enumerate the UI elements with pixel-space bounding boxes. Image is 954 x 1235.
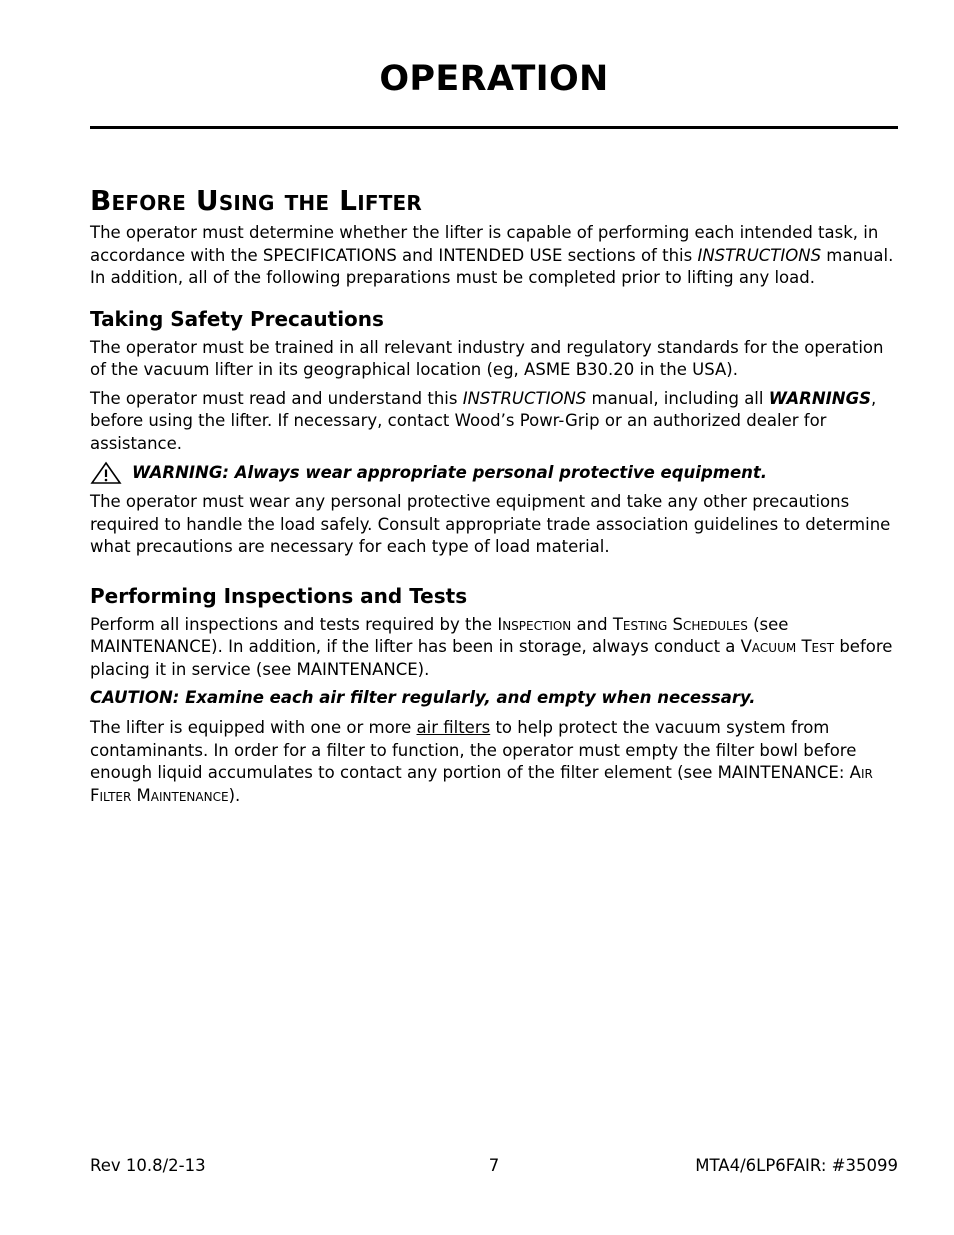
page-title: OPERATION bbox=[379, 59, 609, 99]
safety-paragraph-training: The operator must be trained in all relevant industry and regulatory standards for the operation of the vacuum lifter in its geographical location (eg, ASME B30.20 in the USA). bbox=[90, 337, 884, 379]
subsection-title-safety: Taking Safety Precautions bbox=[90, 306, 384, 331]
inspections-paragraph: Perform all inspections and tests required by the Inspection and Testing Schedules (see MAINTENANCE). In addition, if the lifter has been in storage, always conduct a Vacuum Test before placing it in service (see MAINTENANCE). bbox=[90, 614, 893, 679]
footer-model-number: MTA4/6LP6FAIR: #35099 bbox=[695, 1156, 898, 1175]
document-page bbox=[90, 0, 898, 1235]
safety-paragraph-instructions: The operator must read and understand this INSTRUCTIONS manual, including all WARNINGS, before using the lifter. If necessary, contact Wood’s Powr-Grip or an authorized dealer for assistance. bbox=[90, 388, 877, 453]
warning-triangle-icon bbox=[90, 461, 122, 485]
footer-page-number: 7 bbox=[488, 1156, 500, 1175]
air-filter-paragraph: The lifter is equipped with one or more air filters to help protect the vacuum system from contaminants. In order for a filter to function, the operator must empty the filter bowl before enough liquid accumulates to contact any portion of the filter element (see MAINTENANCE: Air Filter Maintenance). bbox=[90, 718, 873, 805]
footer-revision: Rev 10.8/2-13 bbox=[90, 1156, 206, 1175]
subsection-title-inspections: Performing Inspections and Tests bbox=[90, 583, 468, 608]
content bbox=[90, 184, 898, 807]
title-divider bbox=[90, 126, 898, 129]
page-footer bbox=[90, 1155, 898, 1179]
warning-notice bbox=[90, 461, 898, 485]
safety-paragraph-ppe: The operator must wear any personal protective equipment and take any other precautions required to handle the load safely. Consult appropriate trade association guidelines to determine what precautions are necessary for each type of load material. bbox=[90, 492, 891, 556]
section-title: Before Using the Lifter bbox=[90, 184, 423, 217]
air-filters-link[interactable]: air filters bbox=[416, 718, 491, 737]
warning-text: WARNING: Always wear appropriate personal protective equipment. bbox=[132, 463, 768, 482]
caution-notice: CAUTION: Examine each air filter regularly, and empty when necessary. bbox=[90, 688, 756, 707]
intro-paragraph: The operator must determine whether the lifter is capable of performing each intended task, in accordance with the SPECIFICATIONS and INTENDED USE sections of this INSTRUCTIONS manual. In addition, all of the following preparations must be completed prior to lifting any load. bbox=[90, 223, 894, 287]
